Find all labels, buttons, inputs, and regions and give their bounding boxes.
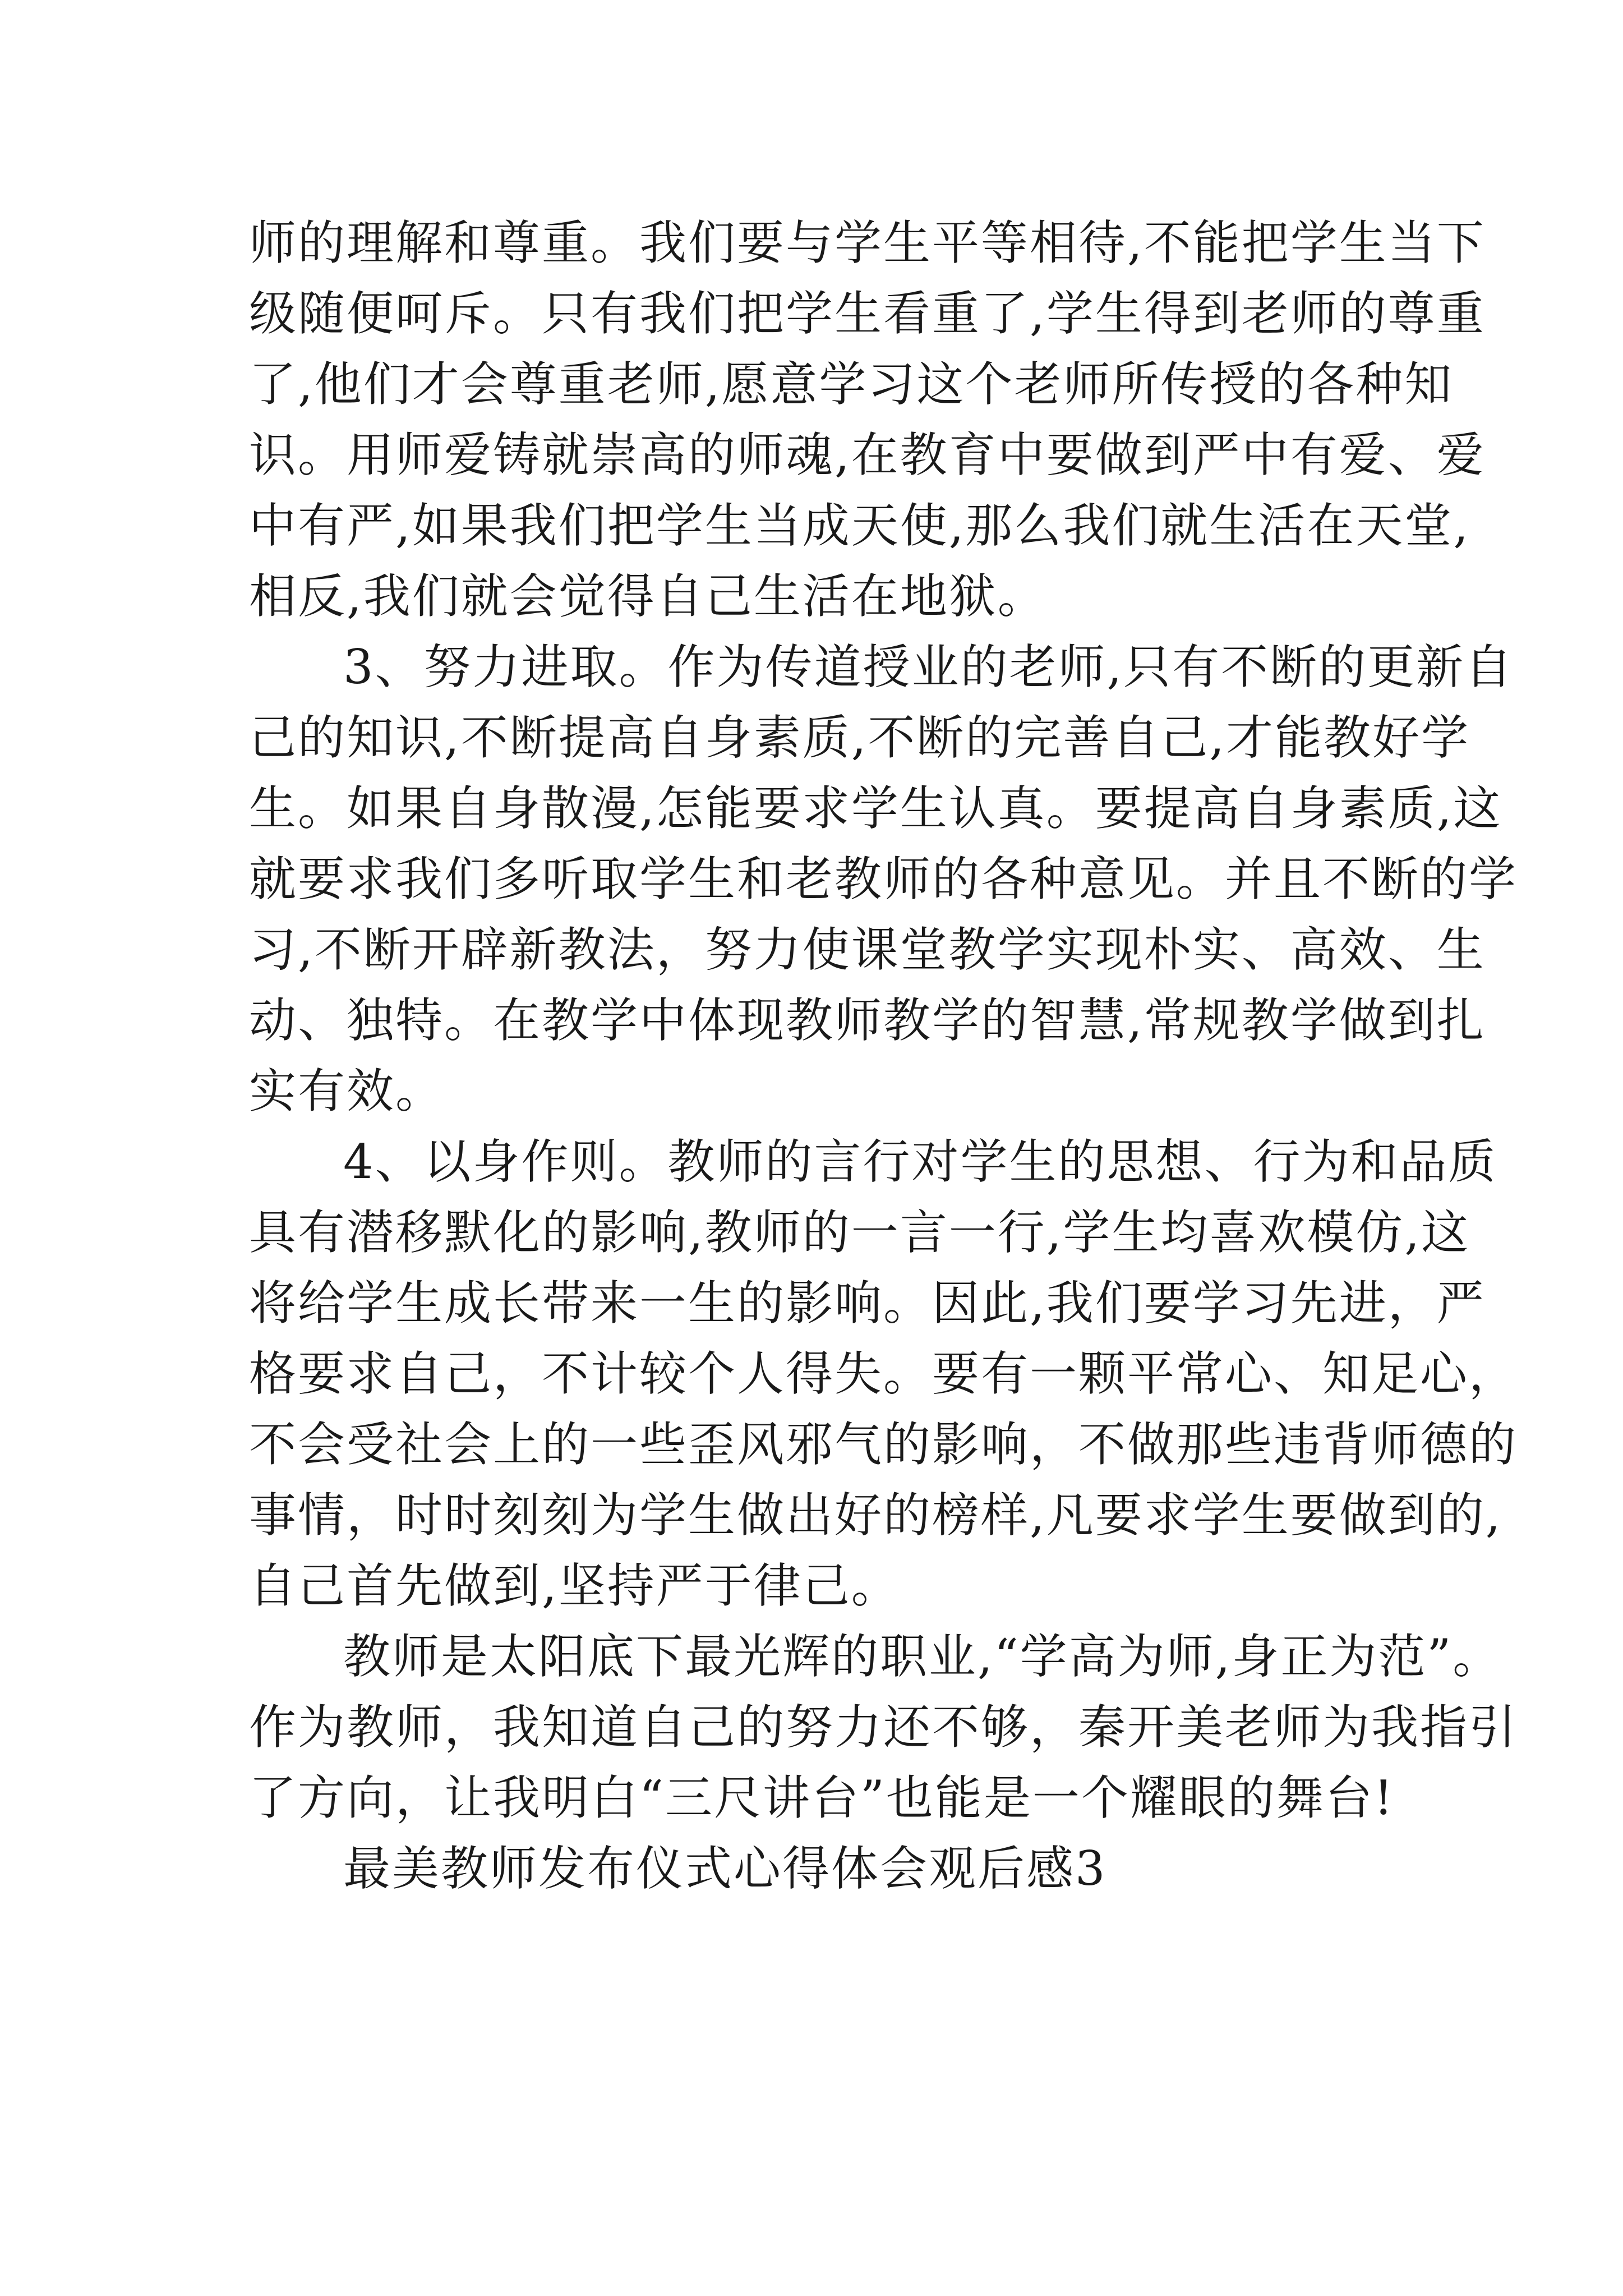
text-line: 习,不断开辟新教法，努力使课堂教学实现朴实、高效、生	[249, 922, 1486, 977]
text-line: 师的理解和尊重。我们要与学生平等相待,不能把学生当下	[249, 215, 1486, 270]
text-line: 格要求自己，不计较个人得失。要有一颗平常心、知足心，	[249, 1346, 1518, 1401]
text-line: 生。如果自身散漫,怎能要求学生认真。要提高自身素质,这	[249, 781, 1502, 836]
text-line: 级随便呵斥。只有我们把学生看重了,学生得到老师的尊重	[249, 286, 1486, 341]
text-line: 自己首先做到,坚持严于律己。	[249, 1558, 900, 1613]
text-line: 将给学生成长带来一生的影响。因此,我们要学习先进，严	[249, 1276, 1486, 1331]
document-body	[249, 208, 1518, 1904]
text-line: 识。用师爱铸就崇高的师魂,在教育中要做到严中有爱、爱	[249, 427, 1486, 482]
paragraph-start-line: 4、以身作则。教师的言行对学生的思想、行为和品质	[343, 1134, 1497, 1189]
text-line: 动、独特。在教学中体现教师教学的智慧,常规教学做到扎	[249, 993, 1486, 1048]
text-line: 了方向，让我明白“三尺讲台”也能是一个耀眼的舞台!	[249, 1770, 1395, 1825]
text-line: 具有潜移默化的影响,教师的一言一行,学生均喜欢模仿,这	[249, 1205, 1470, 1260]
text-line: 相反,我们就会觉得自己生活在地狱。	[249, 569, 1046, 624]
text-line: 中有严,如果我们把学生当成天使,那么我们就生活在天堂,	[249, 498, 1470, 553]
text-line: 己的知识,不断提高自身素质,不断的完善自己,才能教好学	[249, 710, 1470, 765]
section-heading: 最美教师发布仪式心得体会观后感3	[343, 1841, 1107, 1896]
paragraph-start-line: 3、努力进取。作为传道授业的老师,只有不断的更新自	[343, 639, 1514, 694]
text-line: 作为教师，我知道自己的努力还不够，秦开美老师为我指引	[249, 1700, 1518, 1755]
text-line: 事情，时时刻刻为学生做出好的榜样,凡要求学生要做到的,	[249, 1488, 1502, 1543]
text-line: 就要求我们多听取学生和老教师的各种意见。并且不断的学	[249, 852, 1518, 907]
text-line: 不会受社会上的一些歪风邪气的影响，不做那些违背师德的	[249, 1417, 1518, 1472]
text-line: 实有效。	[249, 1064, 445, 1119]
text-line: 了,他们才会尊重老师,愿意学习这个老师所传授的各种知	[249, 357, 1454, 412]
paragraph-start-line: 教师是太阳底下最光辉的职业,“学高为师,身正为范”。	[343, 1629, 1502, 1684]
